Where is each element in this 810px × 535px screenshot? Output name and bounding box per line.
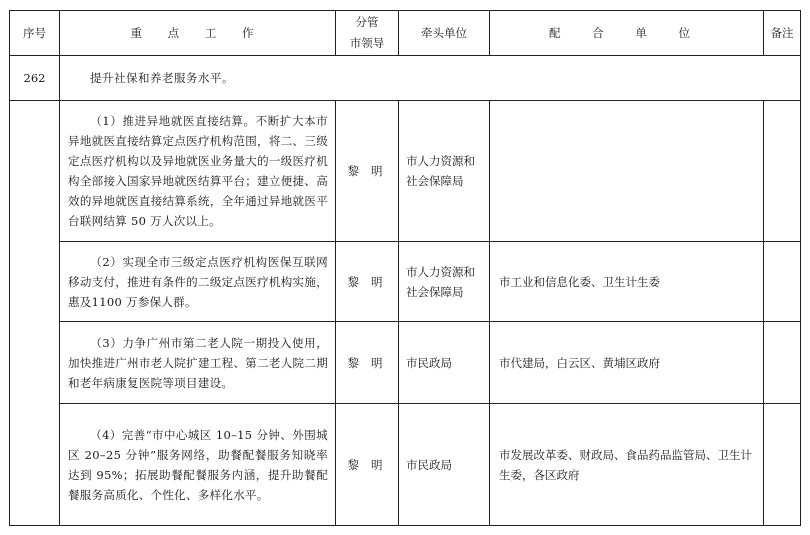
lead-unit-cell: 市民政局 xyxy=(399,404,490,526)
key-work-table xyxy=(9,10,801,526)
coop-unit-cell xyxy=(490,101,764,242)
task-cell xyxy=(60,404,336,526)
header-coop-unit: 配 合 单 位 xyxy=(490,11,764,56)
section-row xyxy=(10,56,801,101)
remark-cell xyxy=(764,242,801,322)
table-row xyxy=(10,322,801,404)
task-text: （4）完善“市中心城区 10–15 分钟、外围城区 20–25 分钟”服务网络，助餐配餐服务知晓率达到 95%；拓展助餐配餐服务内涵，提升助餐配餐服务高质化、个性化、多样化水平。 xyxy=(68,427,328,502)
lead-unit-cell: 市人力资源和社会保障局 xyxy=(399,242,490,322)
task-text: （3）力争广州市第二老人院一期投入使用，加快推进广州市老人院扩建工程、第二老人院二期和老年病康复医院等项目建设。 xyxy=(68,335,328,390)
coop-unit-cell: 市代建局，白云区、黄埔区政府 xyxy=(490,322,764,404)
remark-cell xyxy=(764,101,801,242)
header-remark: 备注 xyxy=(764,11,801,56)
coop-unit-cell: 市发展改革委、财政局、食品药品监管局、卫生计生委，各区政府 xyxy=(490,404,764,526)
table-row xyxy=(10,242,801,322)
lead-unit-cell: 市人力资源和社会保障局 xyxy=(399,101,490,242)
section-number: 262 xyxy=(10,56,60,101)
header-leader xyxy=(336,11,399,56)
leader-cell: 黎明 xyxy=(336,242,399,322)
seq-cell-empty xyxy=(10,101,60,526)
lead-unit-cell: 市民政局 xyxy=(399,322,490,404)
task-cell xyxy=(60,242,336,322)
remark-cell xyxy=(764,322,801,404)
task-text: （2）实现全市三级定点医疗机构医保互联网移动支付，推进有条件的二级定点医疗机构实施，惠及1100 万参保人群。 xyxy=(68,254,328,309)
leader-cell: 黎明 xyxy=(336,101,399,242)
table-header-row xyxy=(10,11,801,56)
header-lead-unit: 牵头单位 xyxy=(399,11,490,56)
table-row xyxy=(10,101,801,242)
header-work: 重 点 工 作 xyxy=(60,11,336,56)
task-text: （1）推进异地就医直接结算。不断扩大本市异地就医直接结算定点医疗机构范围，将二、三级定点医疗机构以及异地就医业务量大的一级医疗机构全部接入国家异地就医结算平台；建立便捷、高效的异地就医直接结算系统，全年通过异地就医平台联网结算 50 万人次以上。 xyxy=(68,114,328,228)
header-leader-line1: 分管 xyxy=(355,15,379,29)
header-leader-line2: 市领导 xyxy=(349,36,385,50)
task-cell xyxy=(60,322,336,404)
coop-unit-cell: 市工业和信息化委、卫生计生委 xyxy=(490,242,764,322)
header-seq: 序号 xyxy=(10,11,60,56)
section-title: 提升社保和养老服务水平。 xyxy=(60,56,801,101)
remark-cell xyxy=(764,404,801,526)
leader-cell: 黎明 xyxy=(336,322,399,404)
leader-cell: 黎明 xyxy=(336,404,399,526)
table-row xyxy=(10,404,801,526)
task-cell xyxy=(60,101,336,242)
